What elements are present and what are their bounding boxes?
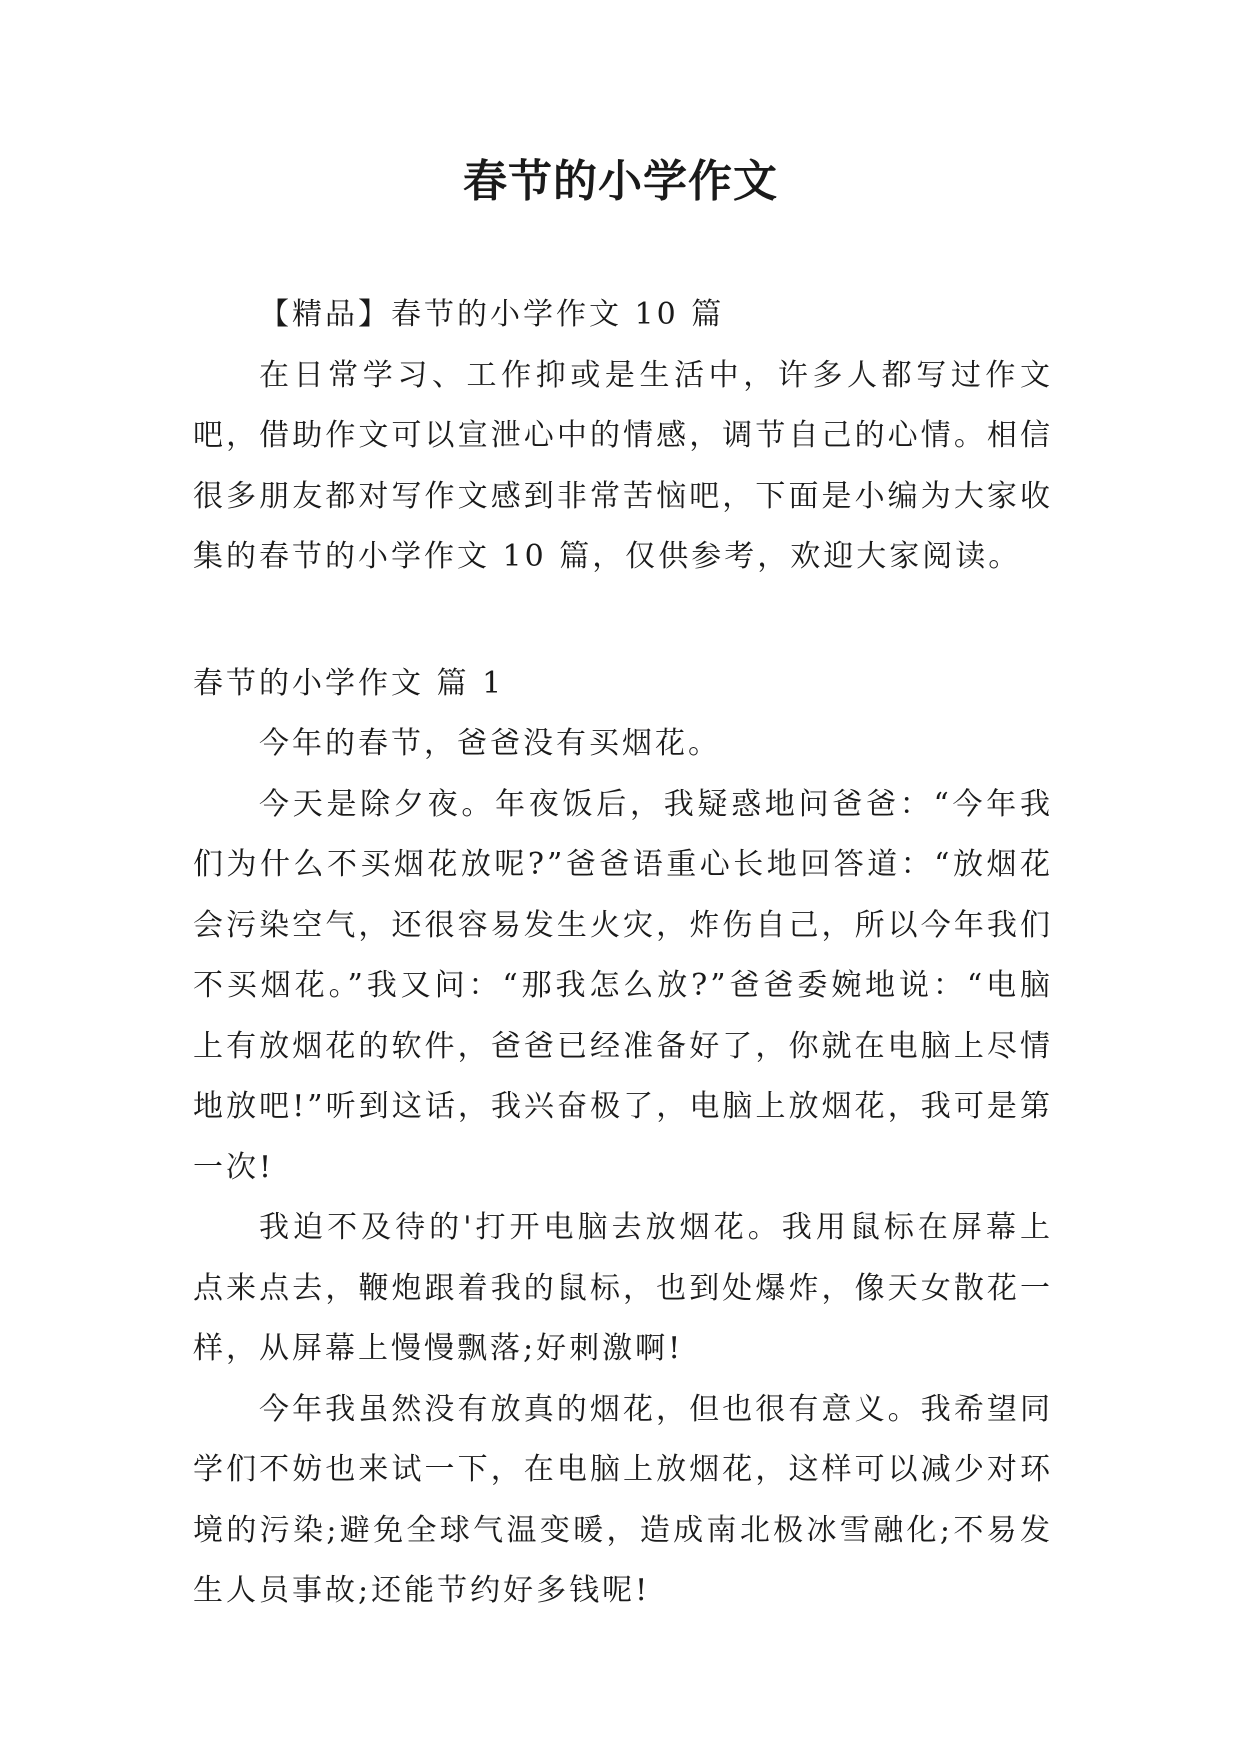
document-body bbox=[193, 285, 1053, 1622]
lead-line: 【精品】春节的小学作文 10 篇 bbox=[259, 297, 725, 332]
essay-paragraph: 今天是除夕夜。年夜饭后，我疑惑地问爸爸：“今年我们为什么不买烟花放呢?”爸爸语重心长地回答道：“放烟花会污染空气，还很容易发生火灾，炸伤自己，所以今年我们不买烟花。”我又问：“那我怎么放?”爸爸委婉地说：“电脑上有放烟花的软件，爸爸已经准备好了，你就在电脑上尽情地放吧!”听到这话，我兴奋极了，电脑上放烟花，我可是第一次! bbox=[193, 786, 1053, 1185]
section-gap bbox=[193, 588, 1053, 654]
intro-paragraph: 在日常学习、工作抑或是生活中，许多人都写过作文吧，借助作文可以宣泄心中的情感，调节自己的心情。相信很多朋友都对写作文感到非常苦恼吧，下面是小编为大家收集的春节的小学作文 10 篇，仅供参考，欢迎大家阅读。 bbox=[193, 357, 1053, 574]
document-title: 春节的小学作文 bbox=[463, 156, 778, 207]
essay-paragraph: 今年我虽然没有放真的烟花，但也很有意义。我希望同学们不妨也来试一下，在电脑上放烟花，这样可以减少对环境的污染;避免全球气温变暖，造成南北极冰雪融化;不易发生人员事故;还能节约好多钱呢! bbox=[193, 1391, 1053, 1608]
section-heading: 春节的小学作文 篇 1 bbox=[193, 665, 505, 701]
essay-paragraph: 今年的春节，爸爸没有买烟花。 bbox=[259, 726, 721, 761]
essay-paragraph: 我迫不及待的'打开电脑去放烟花。我用鼠标在屏幕上点来点去，鞭炮跟着我的鼠标，也到处爆炸，像天女散花一样，从屏幕上慢慢飘落;好刺激啊! bbox=[193, 1210, 1053, 1366]
